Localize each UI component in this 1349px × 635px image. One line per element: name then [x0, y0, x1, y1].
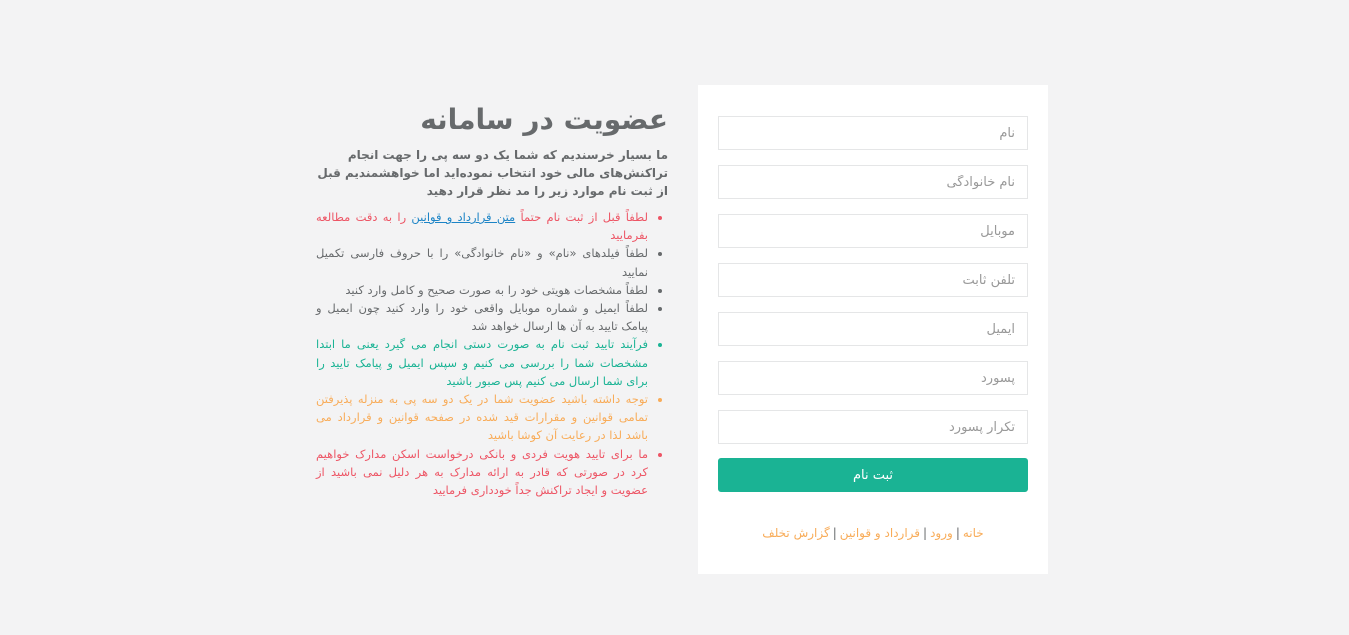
rule-item: • ما برای تایید هویت فردی و بانکی درخواست اسکن مدارک خواهیم کرد در صورتی که قادر به ارائه مدارک به هر دلیل نمی باشید از عضویت و ایجاد تراکنش جداً خودداری فرمایید: [316, 445, 648, 500]
rule-item: • توجه داشته باشید عضویت شما در یک دو سه پی به منزله پذیرفتن تمامی قوانین و مقرارات قید شده در صفحه قوانین و قرارداد می باشد لذا در رعایت آن کوشا باشید: [316, 390, 648, 445]
rule-text: را به دقت مطالعه بفرمایید: [316, 210, 648, 243]
registration-form-card: [698, 85, 1048, 574]
mobile-input[interactable]: [718, 214, 1028, 248]
rule-item: • لطفاً ایمیل و شماره موبایل واقعی خود را وارد کنید چون ایمیل و پیامک تایید به آن ها ارسال خواهد شد: [316, 299, 648, 335]
separator: |: [955, 526, 960, 540]
rules-list: [316, 208, 668, 499]
terms-footer-link[interactable]: قرارداد و قوانین: [839, 526, 921, 540]
footer-links: [698, 526, 1048, 540]
home-link[interactable]: خانه: [962, 526, 984, 540]
rule-item: • فرآیند تایید ثبت نام به صورت دستی انجام می گیرد یعنی ما ابتدا مشخصات شما را بررسی می کنیم و سپس ایمیل و پیامک تایید را برای شما ارسال می کنیم پس صبور باشید: [316, 335, 648, 390]
rule-item: • لطفاً فیلدهای «نام» و «نام خانوادگی» را با حروف فارسی تکمیل نمایید: [316, 244, 648, 280]
terms-link[interactable]: متن قرارداد و قوانین: [411, 210, 516, 224]
last-name-input[interactable]: [718, 165, 1028, 199]
first-name-input[interactable]: [718, 116, 1028, 150]
separator: |: [923, 526, 928, 540]
report-link[interactable]: گزارش تخلف: [762, 526, 830, 540]
register-button[interactable]: ثبت نام: [718, 458, 1028, 492]
password-input[interactable]: [718, 361, 1028, 395]
info-column: [316, 98, 668, 499]
page-title: عضویت در سامانه: [420, 103, 668, 136]
rule-text: لطفاً قبل از ثبت نام حتماً: [515, 210, 648, 224]
login-link[interactable]: ورود: [930, 526, 953, 540]
email-input[interactable]: [718, 312, 1028, 346]
phone-input[interactable]: [718, 263, 1028, 297]
separator: |: [832, 526, 837, 540]
intro-text: ما بسیار خرسندیم که شما یک دو سه پی را جهت انجام تراکنش‌های مالی خود انتخاب نموده‌اید اما خواهشمندیم قبل از ثبت نام موارد زیر را مد نظر قرار دهید: [317, 148, 668, 198]
rule-item: [316, 208, 648, 244]
rule-item: • لطفاً مشخصات هویتی خود را به صورت صحیح و کامل وارد کنید: [316, 281, 648, 299]
password-repeat-input[interactable]: [718, 410, 1028, 444]
